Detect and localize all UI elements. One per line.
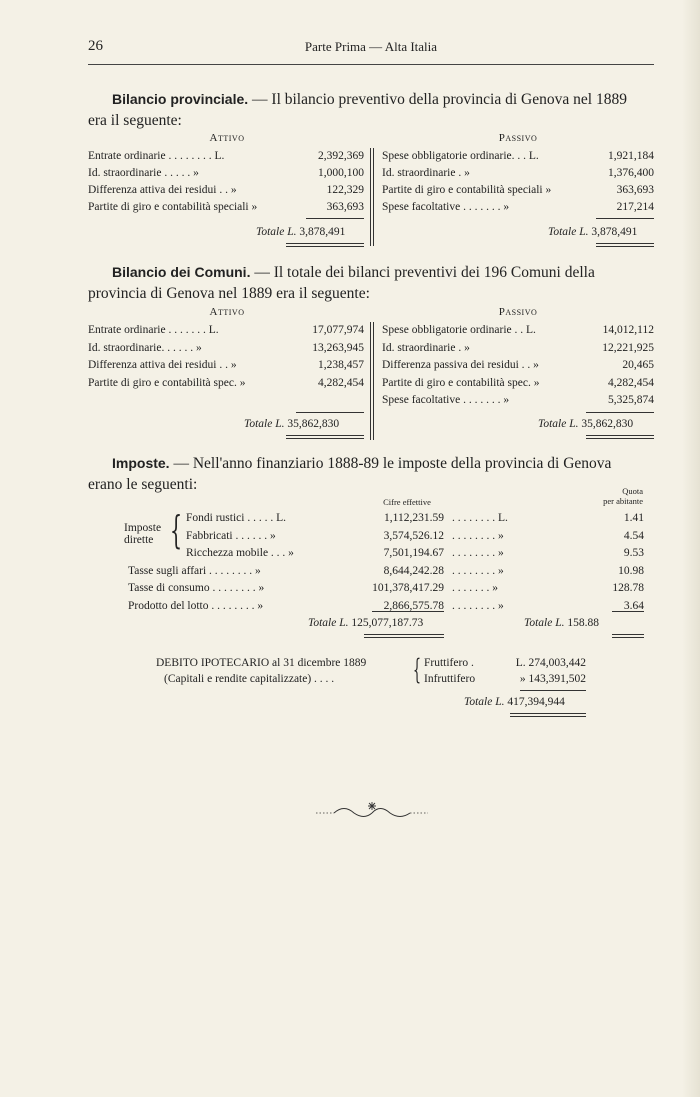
prov-paragraph-line1 [112,89,627,110]
comuni-passivo-label: Spese obbligatorie ordinarie . . L. [382,324,536,336]
prov-passivo-value: 217,214 [616,201,654,213]
prov-attivo-label: Entrate ordinarie . . . . . . . . L. [88,150,225,162]
comuni-attivo-double-rule [286,435,364,436]
comuni-passivo-total-label: Totale L. [538,418,579,430]
comuni-attivo-total-label: Totale L. [244,418,285,430]
comuni-attivo-label: Entrate ordinarie . . . . . . . L. [88,324,219,336]
imposte-row-label: Prodotto del lotto . . . . . . . . » [128,599,264,612]
comuni-text2: provincia di Genova nel 1889 era il seguente: [88,285,370,302]
prov-passivo-value: 1,376,400 [608,167,654,179]
imposte-total-cifre-value: 125,077,187.73 [351,617,424,629]
imposte-row-quota: 3.64 [623,599,644,612]
comuni-text1: — Il totale dei bilanci preventivi dei 196 Comuni della [250,264,595,281]
debito-infruttifero-label: Infruttifero [424,673,476,685]
prov-attivo-value: 1,000,100 [318,167,364,179]
imposte-row-quota: 128.78 [612,582,644,594]
imposte-row-label: Tasse di consumo . . . . . . . . » [128,582,265,594]
debito-fruttifero-value: L. 274,003,442 [515,657,586,669]
prov-passivo-sum-rule [596,218,654,219]
prov-passivo-label: Id. straordinarie . » [382,167,470,179]
comuni-attivo-total [244,418,339,430]
imposte-cifre-double-rule [364,634,444,635]
comuni-passivo-label: Differenza passiva dei residui . . » [382,359,539,371]
debito-double-rule [510,713,586,714]
imposte-row-dots: . . . . . . . . » [452,564,504,577]
debito-line1: DEBITO IPOTECARIO al 31 dicembre 1889 [156,657,367,669]
comuni-paragraph-line1 [112,262,595,283]
imposte-text2: erano le seguenti: [88,476,198,493]
imposte-col-quota-2: per abitante [603,496,643,506]
imposte-row-dots: . . . . . . . . » [452,529,504,542]
comuni-attivo-value: 1,238,457 [318,359,364,371]
comuni-attivo-label: Id. straordinarie. . . . . . » [88,341,202,354]
comuni-passivo-label: Spese facoltative . . . . . . . » [382,394,510,406]
imposte-row-label: Fondi rustici . . . . . L. [186,512,286,524]
prov-passivo-double-rule [596,243,654,244]
imposte-group-label [124,522,161,546]
comuni-attivo-label: Differenza attiva dei residui . . » [88,359,237,371]
imposte-row-quota: 1.41 [623,512,644,524]
comuni-attivo-label: Partite di giro e contabilità spec. » [88,376,246,389]
comuni-attivo-sum-rule [296,412,364,413]
comuni-passivo-value: 5,325,874 [608,394,654,406]
comuni-passivo-value: 12,221,925 [602,341,654,354]
imposte-row-label: Fabbricati . . . . . . » [186,529,276,542]
imposte-row-dots: . . . . . . . » [452,582,498,594]
imposte-cifre-sum-rule [372,611,444,612]
debito-line2: (Capitali e rendite capitalizzate) . . . . [164,673,335,685]
comuni-passivo-total-value: 35,862,830 [581,418,634,430]
imposte-total-label: Totale L. [308,617,349,629]
imposte-title: Imposte. [112,455,170,471]
prov-text1: — Il bilancio preventivo della provincia di Genova nel 1889 [248,91,627,108]
prov-attivo-total-label: Totale L. [256,226,297,238]
imposte-total-quota-value: 158.88 [567,617,599,629]
comuni-attivo-value: 4,282,454 [318,376,364,389]
imposte-group-label-1: Imposte [124,522,162,534]
imposte-col-quota: Quota [622,486,643,496]
comuni-passivo-label: Partite di giro e contabilità spec. » [382,376,540,389]
imposte-row-cifre: 2,866,575.78 [383,599,444,612]
comuni-passivo-value: 4,282,454 [608,376,654,389]
prov-passivo-label: Spese obbligatorie ordinarie. . . L. [382,150,539,162]
imposte-text1: — Nell'anno finanziario 1888-89 le imposte della provincia di Genova [169,455,612,472]
comuni-passivo-value: 14,012,112 [602,324,654,336]
prov-passivo-double-rule-2 [596,246,654,247]
imposte-row-cifre: 7,501,194.67 [383,547,444,559]
imposte-quota-double-rule-2 [612,637,644,638]
comuni-attivo-double-rule-2 [286,438,364,439]
prov-passivo-head: Passivo [498,132,538,144]
prov-passivo-value: 363,693 [616,184,654,196]
comuni-passivo-sum-rule [586,412,654,413]
imposte-row-dots: . . . . . . . . » [452,547,504,559]
comuni-divider [370,322,371,440]
prov-passivo-total-value: 3,878,491 [591,226,638,238]
prov-divider [370,148,371,246]
prov-attivo-head: Attivo [209,132,245,144]
comuni-title: Bilancio dei Comuni. [112,264,251,280]
page-edge-shadow [682,0,700,1097]
prov-passivo-label: Partite di giro e contabilità speciali » [382,184,552,196]
debito-infruttifero-value: » 143,391,502 [519,673,586,685]
comuni-passivo-total [538,418,633,430]
debito-fruttifero-label: Fruttifero . [424,657,474,669]
debito-total [464,696,565,708]
imposte-total-cifre [308,617,423,629]
debito-brace: { [413,653,422,686]
imposte-cifre-double-rule-2 [364,637,444,638]
imposte-row-quota: 10.98 [618,564,644,577]
debito-sum-rule [520,690,586,691]
debito-double-rule-2 [510,716,586,717]
imposte-row-cifre: 3,574,526.12 [383,529,444,542]
imposte-row-label: Ricchezza mobile . . . » [186,547,294,559]
prov-divider-2 [373,148,374,246]
comuni-passivo-label: Id. straordinarie . » [382,341,470,354]
comuni-attivo-value: 17,077,974 [312,324,364,336]
imposte-row-cifre: 8,644,242.28 [383,564,444,577]
prov-title: Bilancio provinciale. [112,91,249,107]
comuni-attivo-head: Attivo [209,306,245,318]
prov-attivo-value: 122,329 [326,184,364,196]
imposte-total-quota-label: Totale L. [524,617,565,629]
prov-attivo-total [256,226,345,238]
prov-attivo-label: Partite di giro e contabilità speciali » [88,201,258,213]
prov-passivo-total [548,226,637,238]
comuni-attivo-total-value: 35,862,830 [287,418,340,430]
comuni-divider-2 [373,322,374,440]
imposte-row-quota: 9.53 [623,547,644,559]
comuni-passivo-value: 20,465 [622,359,654,371]
imposte-row-quota: 4.54 [623,529,644,542]
debito-total-value: 417,394,944 [507,696,565,708]
imposte-row-dots: . . . . . . . . L. [452,512,508,524]
prov-passivo-label: Spese facoltative . . . . . . . » [382,201,510,213]
comuni-passivo-double-rule [586,435,654,436]
running-title: Parte Prima — Alta Italia [304,39,438,54]
prov-attivo-double-rule-2 [286,246,364,247]
comuni-passivo-head: Passivo [498,306,538,318]
debito-total-label: Totale L. [464,696,505,708]
comuni-passivo-double-rule-2 [586,438,654,439]
imposte-col-cifre: Cifre effettive [383,497,431,507]
prov-text2: era il seguente: [88,112,182,129]
prov-attivo-label: Differenza attiva dei residui . . » [88,184,237,196]
imposte-quota-sum-rule [612,611,644,612]
header-rule [88,64,654,65]
page-number: 26 [88,38,103,54]
prov-passivo-total-label: Totale L. [548,226,589,238]
imposte-paragraph-line1 [112,453,611,474]
imposte-quota-double-rule [612,634,644,635]
prov-passivo-value: 1,921,184 [608,150,654,162]
imposte-brace: { [170,508,183,552]
prov-attivo-value: 2,392,369 [318,150,364,162]
ornament-icon [314,800,430,822]
prov-attivo-label: Id. straordinarie . . . . . » [88,167,199,179]
prov-attivo-double-rule [286,243,364,244]
imposte-row-cifre: 1,112,231.59 [384,512,444,524]
prov-attivo-value: 363,693 [326,201,364,213]
comuni-attivo-value: 13,263,945 [312,341,364,354]
imposte-row-dots: . . . . . . . . » [452,599,504,612]
imposte-row-cifre: 101,378,417.29 [372,582,444,594]
imposte-row-label: Tasse sugli affari . . . . . . . . » [128,564,261,577]
imposte-group-label-2: dirette [124,534,154,546]
imposte-total-quota [524,617,599,629]
prov-attivo-sum-rule [306,218,364,219]
prov-attivo-total-value: 3,878,491 [299,226,346,238]
